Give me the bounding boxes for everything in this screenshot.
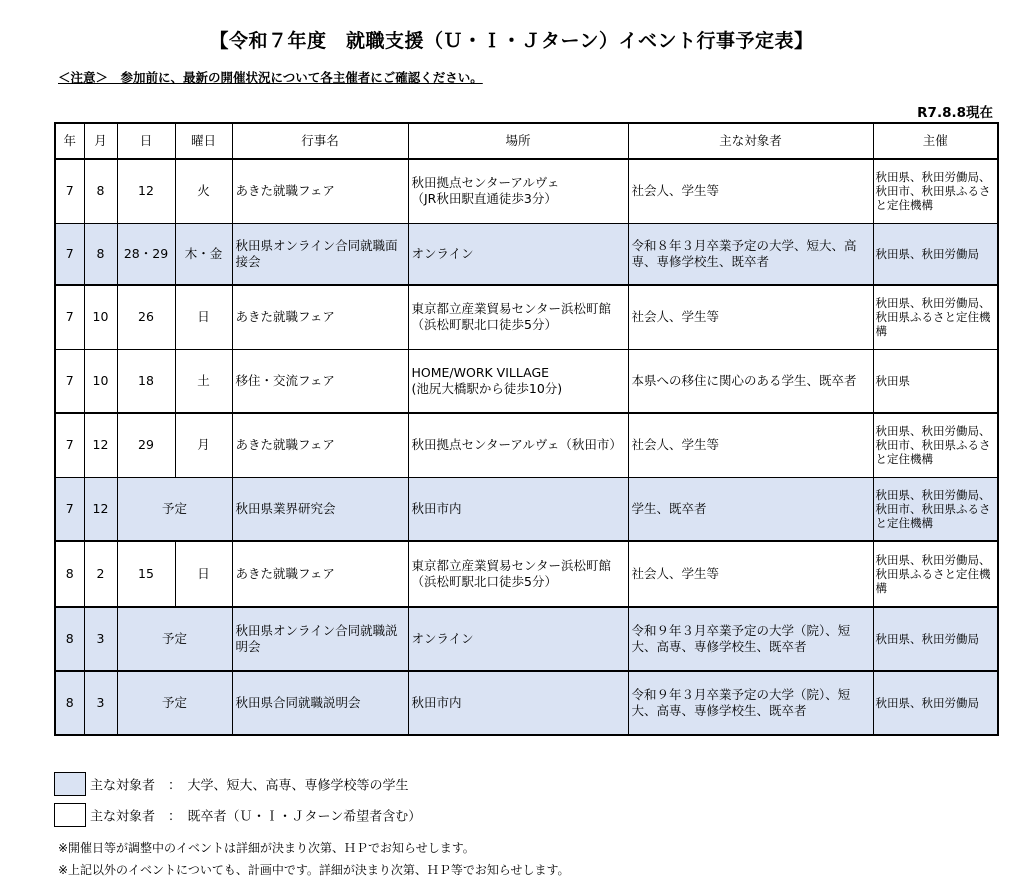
- cell-day: 12: [117, 159, 175, 223]
- header-weekday: 曜日: [175, 123, 232, 159]
- cell-date-tbd: 予定: [117, 671, 232, 735]
- table-row: [55, 671, 998, 735]
- cell-host: 秋田県、秋田労働局、秋田県ふるさと定住機構: [873, 541, 998, 607]
- cell-place: 東京都立産業貿易センター浜松町館 （浜松町駅北口徒歩5分）: [408, 285, 628, 349]
- cell-event: 移住・交流フェア: [232, 349, 408, 413]
- cell-host: 秋田県、秋田労働局: [873, 671, 998, 735]
- cell-month: 2: [84, 541, 117, 607]
- cell-event: あきた就職フェア: [232, 285, 408, 349]
- cell-month: 10: [84, 349, 117, 413]
- cell-place: HOME/WORK VILLAGE (池尻大橋駅から徒歩10分): [408, 349, 628, 413]
- legend-student: [54, 772, 409, 796]
- cell-target: 本県への移住に関心のある学生、既卒者: [628, 349, 873, 413]
- cell-host: 秋田県、秋田労働局、秋田市、秋田県ふるさと定住機構: [873, 477, 998, 541]
- cell-event: 秋田県オンライン合同就職面接会: [232, 223, 408, 285]
- cell-year: 8: [55, 671, 84, 735]
- cell-event: 秋田県合同就職説明会: [232, 671, 408, 735]
- cell-target: 社会人、学生等: [628, 413, 873, 477]
- cell-event: あきた就職フェア: [232, 541, 408, 607]
- legend-graduate: [54, 803, 421, 827]
- note-1: ※開催日等が調整中のイベントは詳細が決まり次第、ＨＰでお知らせします。: [58, 841, 475, 855]
- table-row: [55, 607, 998, 671]
- cell-weekday: 日: [175, 541, 232, 607]
- cell-day: 28・29: [117, 223, 175, 285]
- cell-host: 秋田県、秋田労働局: [873, 607, 998, 671]
- note-2: ※上記以外のイベントについても、計画中です。詳細が決まり次第、ＨＰ等でお知らせします。: [58, 863, 570, 877]
- cell-place: オンライン: [408, 607, 628, 671]
- cell-month: 8: [84, 159, 117, 223]
- header-host: 主催: [873, 123, 998, 159]
- cell-place: オンライン: [408, 223, 628, 285]
- cell-place: 秋田拠点センターアルヴェ （JR秋田駅直通徒歩3分）: [408, 159, 628, 223]
- cell-date-tbd: 予定: [117, 607, 232, 671]
- legend-swatch-blue: [54, 772, 86, 796]
- cell-host: 秋田県、秋田労働局、秋田県ふるさと定住機構: [873, 285, 998, 349]
- event-schedule-table: [54, 122, 999, 736]
- cell-day: 18: [117, 349, 175, 413]
- cell-event: 秋田県オンライン合同就職説明会: [232, 607, 408, 671]
- cell-target: 令和８年３月卒業予定の大学、短大、高専、専修学校生、既卒者: [628, 223, 873, 285]
- table-row: [55, 159, 998, 223]
- cell-year: 8: [55, 607, 84, 671]
- header-place: 場所: [408, 123, 628, 159]
- cell-target: 学生、既卒者: [628, 477, 873, 541]
- cell-month: 10: [84, 285, 117, 349]
- legend-label: 主な対象者 ： 既卒者（Ｕ・Ｉ・Ｊターン希望者含む）: [90, 809, 422, 825]
- cell-weekday: 日: [175, 285, 232, 349]
- cell-host: 秋田県、秋田労働局、秋田市、秋田県ふるさと定住機構: [873, 413, 998, 477]
- cell-target: 社会人、学生等: [628, 159, 873, 223]
- cell-place: 秋田拠点センターアルヴェ（秋田市）: [408, 413, 628, 477]
- cell-month: 12: [84, 477, 117, 541]
- as-of-date: R7.8.8現在: [917, 105, 993, 121]
- legend-swatch-white: [54, 803, 86, 827]
- header-target: 主な対象者: [628, 123, 873, 159]
- cell-month: 12: [84, 413, 117, 477]
- cell-target: 社会人、学生等: [628, 541, 873, 607]
- cell-target: 令和９年３月卒業予定の大学（院）、短大、高専、専修学校生、既卒者: [628, 671, 873, 735]
- cell-event: 秋田県業界研究会: [232, 477, 408, 541]
- cell-year: 7: [55, 349, 84, 413]
- cell-weekday: 土: [175, 349, 232, 413]
- table-header-row: [55, 123, 998, 159]
- table-row: [55, 413, 998, 477]
- notice-text: ＜注意＞ 参加前に、最新の開催状況について各主催者にご確認ください。: [58, 70, 483, 85]
- cell-weekday: 木・金: [175, 223, 232, 285]
- cell-date-tbd: 予定: [117, 477, 232, 541]
- cell-day: 15: [117, 541, 175, 607]
- legend-label: 主な対象者 ： 大学、短大、高専、専修学校等の学生: [90, 778, 409, 794]
- table-row: [55, 541, 998, 607]
- cell-year: 7: [55, 285, 84, 349]
- cell-place: 秋田市内: [408, 671, 628, 735]
- page-title: 【令和７年度 就職支援（Ｕ・Ｉ・Ｊターン）イベント行事予定表】: [209, 30, 814, 52]
- cell-host: 秋田県、秋田労働局、秋田市、秋田県ふるさと定住機構: [873, 159, 998, 223]
- table-row: [55, 477, 998, 541]
- cell-target: 令和９年３月卒業予定の大学（院）、短大、高専、専修学校生、既卒者: [628, 607, 873, 671]
- cell-place: 東京都立産業貿易センター浜松町館 （浜松町駅北口徒歩5分）: [408, 541, 628, 607]
- header-event: 行事名: [232, 123, 408, 159]
- cell-host: 秋田県: [873, 349, 998, 413]
- cell-target: 社会人、学生等: [628, 285, 873, 349]
- cell-month: 3: [84, 607, 117, 671]
- cell-year: 7: [55, 413, 84, 477]
- header-month: 月: [84, 123, 117, 159]
- cell-event: あきた就職フェア: [232, 159, 408, 223]
- table-row: [55, 285, 998, 349]
- cell-year: 7: [55, 477, 84, 541]
- cell-year: 7: [55, 159, 84, 223]
- cell-host: 秋田県、秋田労働局: [873, 223, 998, 285]
- table-row: [55, 349, 998, 413]
- cell-weekday: 火: [175, 159, 232, 223]
- cell-month: 3: [84, 671, 117, 735]
- cell-day: 29: [117, 413, 175, 477]
- cell-year: 7: [55, 223, 84, 285]
- cell-year: 8: [55, 541, 84, 607]
- cell-day: 26: [117, 285, 175, 349]
- cell-place: 秋田市内: [408, 477, 628, 541]
- cell-event: あきた就職フェア: [232, 413, 408, 477]
- table-row: [55, 223, 998, 285]
- cell-month: 8: [84, 223, 117, 285]
- header-year: 年: [55, 123, 84, 159]
- header-day: 日: [117, 123, 175, 159]
- cell-weekday: 月: [175, 413, 232, 477]
